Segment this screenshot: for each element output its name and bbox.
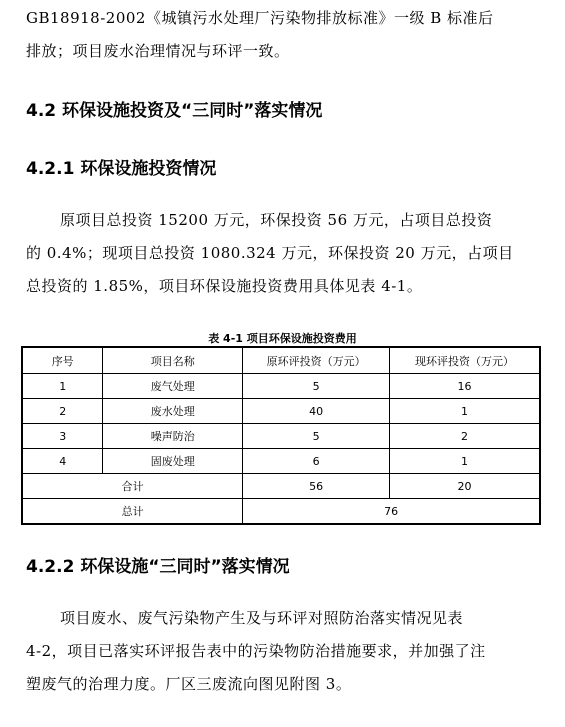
header-cell: 项目名称: [103, 347, 243, 374]
table-cell: 2: [22, 399, 103, 424]
table-row: [22, 424, 540, 449]
table-cell: 6: [243, 449, 390, 474]
investment-table: [21, 346, 541, 525]
subtotal-row: [22, 474, 540, 499]
table-cell: 噪声防治: [103, 424, 243, 449]
three-simultaneous-paragraph: [26, 602, 538, 701]
table-row: [22, 449, 540, 474]
total-label: 总计: [22, 499, 243, 525]
paragraph-line: 塑废气的治理力度。厂区三废流向图见附图 3。: [26, 675, 352, 693]
paragraph-line: 总投资的 1.85%，项目环保设施投资费用具体见表 4-1。: [26, 277, 423, 295]
paragraph-line: 原项目总投资 15200 万元，环保投资 56 万元，占项目总投资: [60, 211, 493, 229]
table-cell: 废气处理: [103, 374, 243, 399]
total-row: [22, 499, 540, 525]
table-cell: 3: [22, 424, 103, 449]
table-cell: 40: [243, 399, 390, 424]
table-cell: 1: [390, 399, 540, 424]
subtotal-current: 20: [390, 474, 540, 499]
table-cell: 1: [390, 449, 540, 474]
table-caption: 表 4-1 项目环保设施投资费用: [208, 332, 357, 345]
paragraph-line: 项目废水、废气污染物产生及与环评对照防治落实情况见表: [60, 609, 464, 627]
table-cell: 16: [390, 374, 540, 399]
table-cell: 2: [390, 424, 540, 449]
table-cell: 4: [22, 449, 103, 474]
table-row: [22, 399, 540, 424]
investment-paragraph: [26, 204, 538, 303]
section-heading-4-2: 4.2 环保设施投资及“三同时”落实情况: [26, 101, 323, 121]
table-header-row: [22, 347, 540, 374]
paragraph-line: 4-2，项目已落实环评报告表中的污染物防治措施要求，并加强了注: [26, 642, 486, 660]
header-cell: 原环评投资（万元）: [243, 347, 390, 374]
section-heading-4-2-2: 4.2.2 环保设施“三同时”落实情况: [26, 557, 290, 577]
table-cell: 5: [243, 374, 390, 399]
table-cell: 废水处理: [103, 399, 243, 424]
paragraph-line: 的 0.4%；现项目总投资 1080.324 万元，环保投资 20 万元，占项目: [26, 244, 514, 262]
header-cell: 序号: [22, 347, 103, 374]
section-heading-4-2-1: 4.2.1 环保设施投资情况: [26, 159, 217, 179]
table-row: [22, 374, 540, 399]
subtotal-original: 56: [243, 474, 390, 499]
table-cell: 固废处理: [103, 449, 243, 474]
table-cell: 1: [22, 374, 103, 399]
header-cell: 现环评投资（万元）: [390, 347, 540, 374]
paragraph-line: 排放；项目废水治理情况与环评一致。: [26, 42, 290, 60]
total-value: 76: [243, 499, 540, 525]
intro-paragraph: [26, 2, 538, 68]
paragraph-line: GB18918-2002《城镇污水处理厂污染物排放标准》一级 B 标准后: [26, 9, 494, 27]
table-cell: 5: [243, 424, 390, 449]
subtotal-label: 合计: [22, 474, 243, 499]
